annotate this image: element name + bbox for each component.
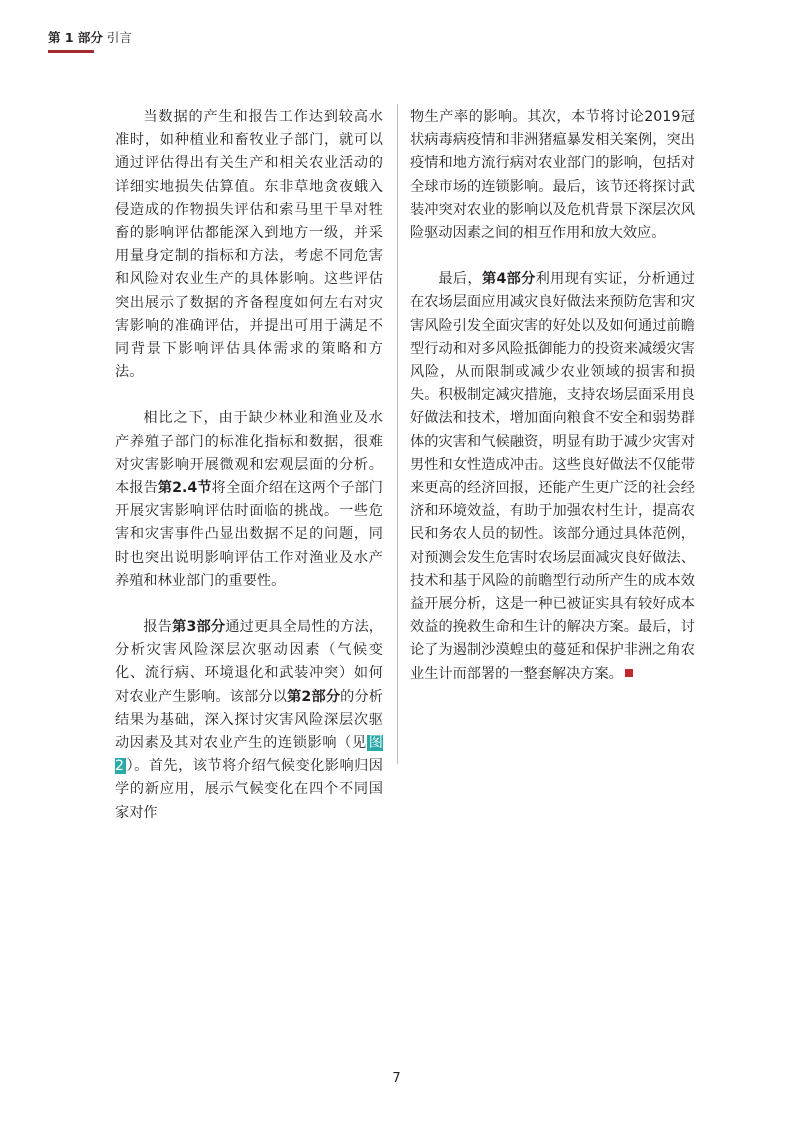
header-rule — [48, 50, 94, 53]
left-column — [115, 106, 383, 848]
paragraph-continuation: 物生产率的影响。其次，本节将讨论2019冠状病毒病疫情和非洲猪瘟暴发相关案例，突出疫情和地方流行病对农业部门的影响，包括对全球市场的连锁影响。最后，该节还将探讨武装冲突对农业的影响以及危机背景下深层次风险驱动因素之间的相互作用和放大效应。 — [410, 109, 695, 242]
text-run: 最后， — [438, 271, 482, 288]
part-2-reference: 第2部分 — [287, 688, 341, 705]
header-part-label: 第 1 部分 — [48, 30, 103, 45]
paragraph-part-3 — [115, 616, 383, 825]
figure-2-link[interactable]: 图2 — [115, 735, 383, 775]
column-divider — [397, 104, 398, 764]
part-3-reference: 第3部分 — [172, 619, 226, 636]
page-number: 7 — [392, 1071, 401, 1086]
header-section-label: 引言 — [106, 30, 132, 45]
section-reference-2-4: 第2.4节 — [157, 480, 212, 497]
text-run: 通过更具全局性的方法，分析灾害风险深层次驱动因素（气候变化、流行病、环境退化和武装冲突）如何对农业产生影响。该部分以 — [115, 619, 383, 705]
text-run: ）。首先，该节将介绍气候变化影响归因学的新应用，展示气候变化在四个不同国家对作 — [115, 758, 383, 821]
text-run: 相比之下，由于缺少林业和渔业及水产养殖子部门的标准化指标和数据，很难对灾害影响开展微观和宏观层面的分析。本报告 — [115, 410, 383, 497]
running-header — [48, 30, 132, 46]
paragraph-forestry-fisheries — [115, 407, 383, 593]
text-run: 报告 — [143, 619, 173, 636]
paragraph-loss-estimates: 当数据的产生和报告工作达到较高水准时，如种植业和畜牧业子部门，就可以通过评估得出有关生产和相关农业活动的详细实地损失估算值。东非草地贪夜蛾入侵造成的作物损失评估和索马里干旱对牲畜的影响评估都能深入到地方一级，并采用量身定制的指标和方法，考虑不同危害和风险对农业生产的具体影响。这些评估突出展示了数据的齐备程度如何左右对灾害影响的准确评估，并提出可用于满足不同背景下影响评估具体需求的策略和方法。 — [115, 109, 383, 381]
part-4-reference: 第4部分 — [481, 271, 536, 288]
text-run: 将全面介绍在这两个子部门开展灾害影响评估时面临的挑战。一些危害和灾害事件凸显出数据不足的问题，同时也突出说明影响评估工作对渔业及水产养殖和林业部门的重要性。 — [115, 480, 383, 589]
right-column — [410, 106, 695, 709]
text-run: 的分析结果为基础，深入探讨灾害风险深层次驱动因素及其对农业产生的连锁影响（见 — [115, 688, 383, 752]
text-run: 利用现有实证，分析通过在农场层面应用减灾良好做法来预防危害和灾害风险引发全面灾害的好处以及如何通过前瞻型行动和对多风险抵御能力的投资来减缓灾害风险，从而限制或减少农业领域的损害和损失。积极制定减灾措施，支持农场层面采用良好做法和技术，增加面向粮食不安全和弱势群体的灾害和气候融资，明显有助于减少灾害对男性和女性造成冲击。这些良好做法不仅能带来更高的经济回报，还能产生更广泛的社会经济和环境效益，有助于加强农村生计，提高农民和务农人员的韧性。该部分通过具体范例，对预测会发生危害时农场层面减灾良好做法、技术和基于风险的前瞻型行动所产生的成本效益开展分析，这是一种已被证实具有较好成本效益的挽救生命和生计的解决方案。最后，讨论了为遏制沙漠蝗虫的蔓延和保护非洲之角农业生计而部署的一整套解决方案。 — [410, 271, 695, 682]
paragraph-part-4 — [410, 268, 695, 686]
end-of-section-icon — [625, 669, 633, 677]
